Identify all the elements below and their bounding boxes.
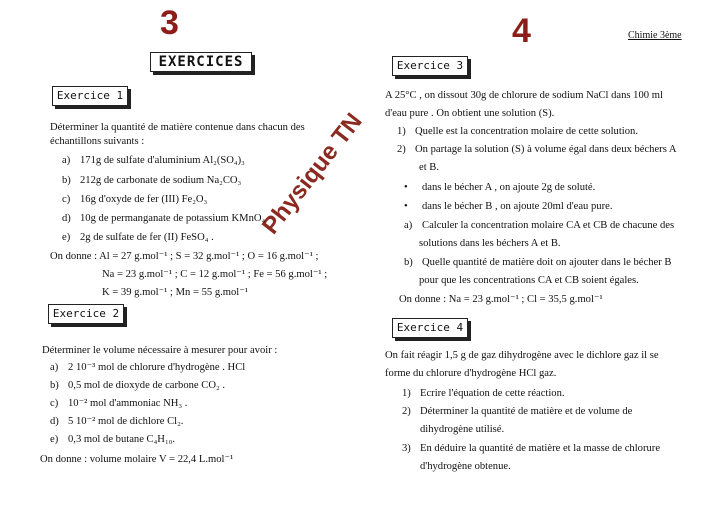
exercise-3-title: Exercice 3 (392, 56, 468, 76)
ex1-item-c: c) 16g d'oxyde de fer (III) Fe₂O₃ (62, 194, 208, 205)
ex3-bullet-2: • dans le bécher B , on ajoute 20ml d'eau pure. (404, 201, 613, 212)
ex3-question-1: 1) Quelle est la concentration molaire de cette solution. (397, 126, 638, 137)
exercise-2-title: Exercice 2 (48, 304, 124, 324)
ex2-intro: Déterminer le volume nécessaire à mesurer pour avoir : (42, 345, 278, 356)
ex1-given-line2: Na = 23 g.mol⁻¹ ; C = 12 g.mol⁻¹ ; Fe = 56 g.mol⁻¹ ; (102, 269, 328, 280)
ex4-question-2-cont: dihydrogène utilisé. (420, 424, 505, 435)
exercise-1-title: Exercice 1 (52, 86, 128, 106)
ex4-question-2: 2) Déterminer la quantité de matière et de volume de (402, 406, 633, 417)
ex2-item-a: a) 2 10⁻³ mol de chlorure d'hydrogène . HCl (50, 362, 246, 373)
ex3-intro-line2: d'eau pure . On obtient une solution (S). (385, 108, 555, 119)
exercise-4-title: Exercice 4 (392, 318, 468, 338)
ex3-question-2-cont: et B. (419, 162, 440, 173)
page-number-right: 4 (512, 12, 531, 50)
ex1-item-a: a) 171g de sulfate d'aluminium Al₂(SO₄)₃ (62, 155, 245, 166)
exercices-title: EXERCICES (150, 52, 252, 72)
ex3-question-a-cont: solutions dans les béchers A et B. (419, 238, 561, 249)
ex1-intro-line1: Déterminer la quantité de matière contenue dans chacun des (50, 122, 305, 133)
ex3-bullet-1: • dans le bécher A , on ajoute 2g de soluté. (404, 182, 596, 193)
ex4-question-1: 1) Ecrire l'équation de cette réaction. (402, 388, 565, 399)
ex2-given: On donne : volume molaire V = 22,4 L.mol⁻¹ (40, 454, 234, 465)
ex1-given-line1: On donne : Al = 27 g.mol⁻¹ ; S = 32 g.mol⁻¹ ; O = 16 g.mol⁻¹ ; (50, 251, 319, 262)
ex4-question-3-cont: d'hydrogène obtenue. (420, 461, 511, 472)
ex2-item-e: e) 0,3 mol de butane C₄H₁₀. (50, 434, 175, 445)
ex2-item-d: d) 5 10⁻² mol de dichlore Cl₂. (50, 416, 184, 427)
ex3-question-b: b) Quelle quantité de matière doit on ajouter dans le bécher B (404, 257, 672, 268)
ex3-intro-line1: A 25°C , on dissout 30g de chlorure de sodium NaCl dans 100 ml (385, 90, 663, 101)
ex4-question-3: 3) En déduire la quantité de matière et la masse de chlorure (402, 443, 661, 454)
page-number-left: 3 (160, 4, 179, 42)
ex2-item-b: b) 0,5 mol de dioxyde de carbone CO₂ . (50, 380, 225, 391)
ex4-intro-line1: On fait réagir 1,5 g de gaz dihydrogène avec le dichlore gaz il se (385, 350, 659, 361)
watermark: Physique TN (256, 108, 368, 240)
ex4-intro-line2: forme du chlorure d'hydrogène HCl gaz. (385, 368, 557, 379)
ex3-given: On donne : Na = 23 g.mol⁻¹ ; Cl = 35,5 g.mol⁻¹ (399, 294, 603, 305)
ex1-given-line3: K = 39 g.mol⁻¹ ; Mn = 55 g.mol⁻¹ (102, 287, 249, 298)
ex1-item-b: b) 212g de carbonate de sodium Na₂CO₃ (62, 175, 242, 186)
ex1-item-e: e) 2g de sulfate de fer (II) FeSO₄ . (62, 232, 214, 243)
ex3-question-b-cont: pour que les concentrations CA et CB soient égales. (419, 275, 639, 286)
ex1-intro-line2: échantillons suivants : (50, 136, 145, 147)
subject-label: Chimie 3ème (628, 30, 682, 41)
ex3-question-2: 2) On partage la solution (S) à volume égal dans deux béchers A (397, 144, 677, 155)
ex3-question-a: a) Calculer la concentration molaire CA et CB de chacune des (404, 220, 675, 231)
ex1-item-d: d) 10g de permanganate de potassium KMnO₄ (62, 213, 266, 224)
ex2-item-c: c) 10⁻² mol d'ammoniac NH₃ . (50, 398, 188, 409)
